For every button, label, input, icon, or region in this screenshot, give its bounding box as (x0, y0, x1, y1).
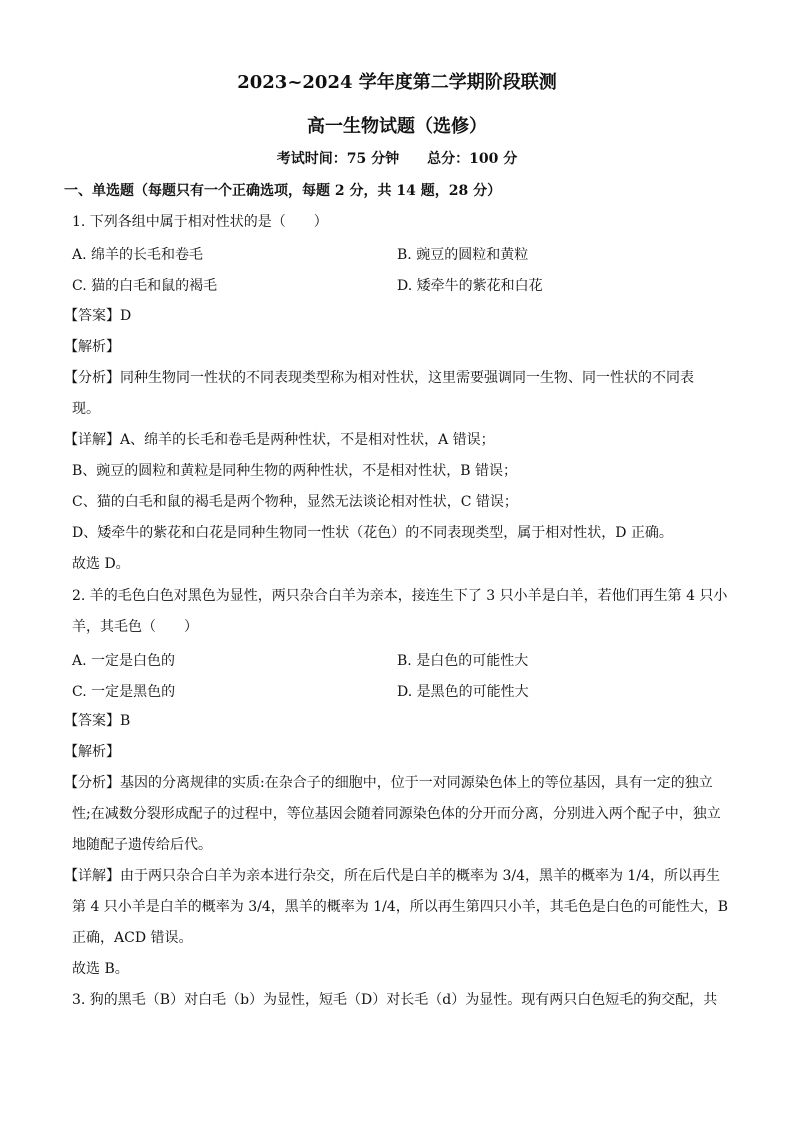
q2-option-d: D. 是黑色的可能性大 (397, 684, 529, 700)
q2-detail-line-1: 【详解】由于两只杂合白羊为亲本进行杂交，所在后代是白羊的概率为 3/4，黑羊的概率为 1/4，所以再生 (64, 868, 720, 884)
q2-option-b: B. 是白色的可能性大 (397, 653, 529, 669)
q2-choose: 故选 B。 (72, 961, 129, 977)
q1-option-c: C. 猫的白毛和鼠的褐毛 (72, 278, 218, 294)
q1-detail-line-2: B、豌豆的圆粒和黄粒是同种生物的两种性状，不是相对性状，B 错误； (72, 463, 518, 479)
exam-title: 2023~2024 学年度第二学期阶段联测 (237, 72, 557, 93)
q3-stem-line-1: 3. 狗的黑毛（B）对白毛（b）为显性，短毛（D）对长毛（d）为显性。现有两只白色短毛的狗交配，共 (72, 992, 718, 1008)
q2-option-c: C. 一定是黑色的 (72, 684, 176, 700)
exam-score: 总分：100 分 (427, 151, 518, 167)
q1-answer: 【答案】D (64, 308, 132, 324)
q1-stem: 1. 下列各组中属于相对性状的是（ ） (72, 214, 328, 230)
q2-stem-line-2: 羊，其毛色（ ） (72, 619, 198, 635)
q1-option-b: B. 豌豆的圆粒和黄粒 (397, 247, 529, 263)
q2-fenxi-line-2: 性;在减数分裂形成配子的过程中，等位基因会随着同源染色体的分开而分离，分别进入两个配子中，独立 (72, 806, 721, 822)
exam-info (0, 148, 794, 168)
q2-stem-line-1: 2. 羊的毛色白色对黑色为显性，两只杂合白羊为亲本，接连生下了 3 只小羊是白羊，若他们再生第 4 只小 (72, 588, 728, 604)
q1-fenxi-line-2: 现。 (72, 401, 100, 417)
q1-choose: 故选 D。 (72, 556, 130, 572)
q2-analysis-label: 【解析】 (64, 744, 120, 760)
q1-analysis-label: 【解析】 (64, 339, 120, 355)
q1-fenxi-line-1: 【分析】同种生物同一性状的不同表现类型称为相对性状，这里需要强调同一生物、同一性状的不同表 (64, 370, 694, 386)
q2-fenxi-line-3: 地随配子遗传给后代。 (72, 837, 212, 853)
q2-detail-line-3: 正确，ACD 错误。 (72, 930, 193, 946)
q1-option-d: D. 矮牵牛的紫花和白花 (397, 278, 543, 294)
q2-detail-line-2: 第 4 只小羊是白羊的概率为 3/4，黑羊的概率为 1/4，所以再生第四只小羊，其毛色是白色的可能性大，B (72, 899, 729, 915)
q2-answer: 【答案】B (64, 713, 131, 729)
exam-subtitle: 高一生物试题（选修） (307, 116, 487, 137)
q1-detail-line-3: C、猫的白毛和鼠的褐毛是两个物种，显然无法谈论相对性状，C 错误； (72, 494, 518, 510)
q1-detail-line-4: D、矮牵牛的紫花和白花是同种生物同一性状（花色）的不同表现类型，属于相对性状，D 正确。 (72, 525, 673, 541)
exam-time: 考试时间：75 分钟 (276, 151, 400, 167)
q1-option-a: A. 绵羊的长毛和卷毛 (72, 247, 204, 263)
q1-detail-line-1: 【详解】A、绵羊的长毛和卷毛是两种性状，不是相对性状，A 错误； (64, 432, 495, 448)
q2-fenxi-line-1: 【分析】基因的分离规律的实质:在杂合子的细胞中，位于一对同源染色体上的等位基因，具有一定的独立 (64, 775, 713, 791)
section-heading: 一、单选题（每题只有一个正确选项，每题 2 分，共 14 题，28 分） (64, 183, 502, 199)
q2-option-a: A. 一定是白色的 (72, 653, 176, 669)
